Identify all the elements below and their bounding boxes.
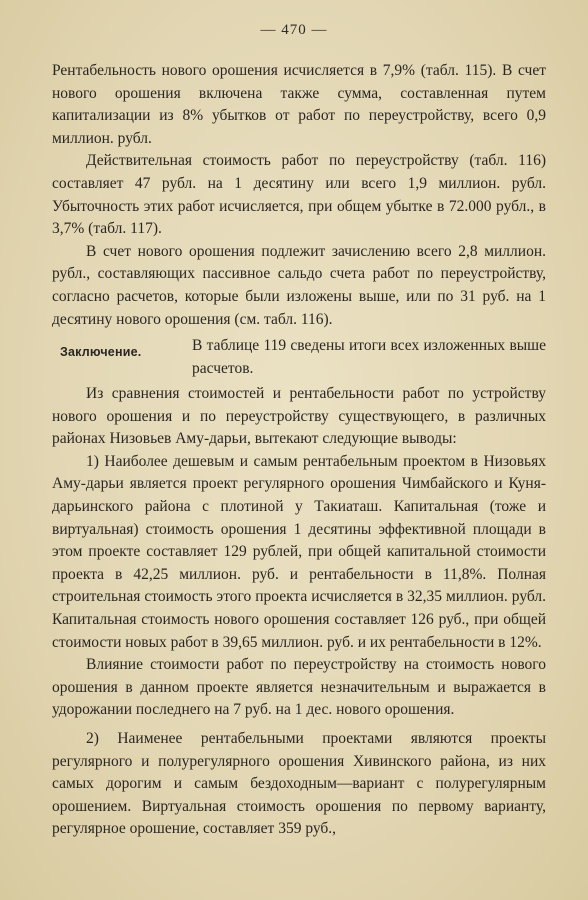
paragraph: В счет нового орошения подлежит зачислению всего 2,8 миллион. рубл., составляющих пассивное сальдо счета работ по переустройству, согласно расчетов, которые были изложены выше, или по 31 руб. на 1 десятину нового орошения (см. табл. 116). <box>52 242 546 328</box>
paragraph: Действительная стоимость работ по переустройству (табл. 116) составляет 47 рубл. на 1 десятину или всего 1,9 миллион. рубл. Убыточность этих работ исчисляется, при общем убытке в 72.000 рубл., в 3,7% (табл. 117). <box>52 152 546 238</box>
section-label: Заключение. <box>60 345 142 359</box>
paragraph: Влияние стоимости работ по переустройству на стоимость нового орошения в данном проекте является незначительным и выражается в удорожании последнего на 7 руб. на 1 дес. нового орошения. <box>52 656 546 719</box>
page-number: — 470 — <box>260 22 328 38</box>
paragraph: 2) Наименее рентабельными проектами являются проекты регулярного и полурегулярного орошения Хивинского района, из них самых дорогим и самым бездоходным—вариант с полурегулярным орошением. Виртуальная стоимость орошения по первому варианту, регулярное орошение, составляет 359 руб., <box>52 729 546 838</box>
conclusion-text: В таблице 119 сведены итоги всех изложенных выше расчетов. <box>192 337 546 377</box>
paragraph: 1) Наиболее дешевым и самым рентабельным проектом в Низовьях Аму-дарьи является проект регулярного орошения Чимбайского и Куня-дарьинского района с плотиной у Такиаташ. Капитальная (тоже и виртуальная) стоимость орошения 1 десятины эффективной площади в этом проекте составляет 129 рублей, при общей капитальной стоимости проекта в 42,25 миллион. руб. и рентабельности в 11,8%. Полная строительная стоимость этого проекта исчисляется в 32,35 миллион. рубл. Капитальная стоимость нового орошения составляет 126 руб., при общей стоимости новых работ в 39,65 миллион. руб. и их рентабельности в 12%. <box>52 452 546 651</box>
text-block-bottom <box>52 383 546 841</box>
paragraph: Рентабельность нового орошения исчисляется в 7,9% (табл. 115). В счет нового орошения включена также сумма, составленная путем капитализации из 8% убытков от работ по переустройству, всего 0,9 миллион. рубл. <box>52 62 546 147</box>
paragraph: Из сравнения стоимостей и рентабельности работ по устройству нового орошения и по переустройству существующего, в различных районах Низовьев Аму-дарьи, вытекают следующие выводы: <box>52 385 546 448</box>
text-block-top <box>52 60 546 331</box>
